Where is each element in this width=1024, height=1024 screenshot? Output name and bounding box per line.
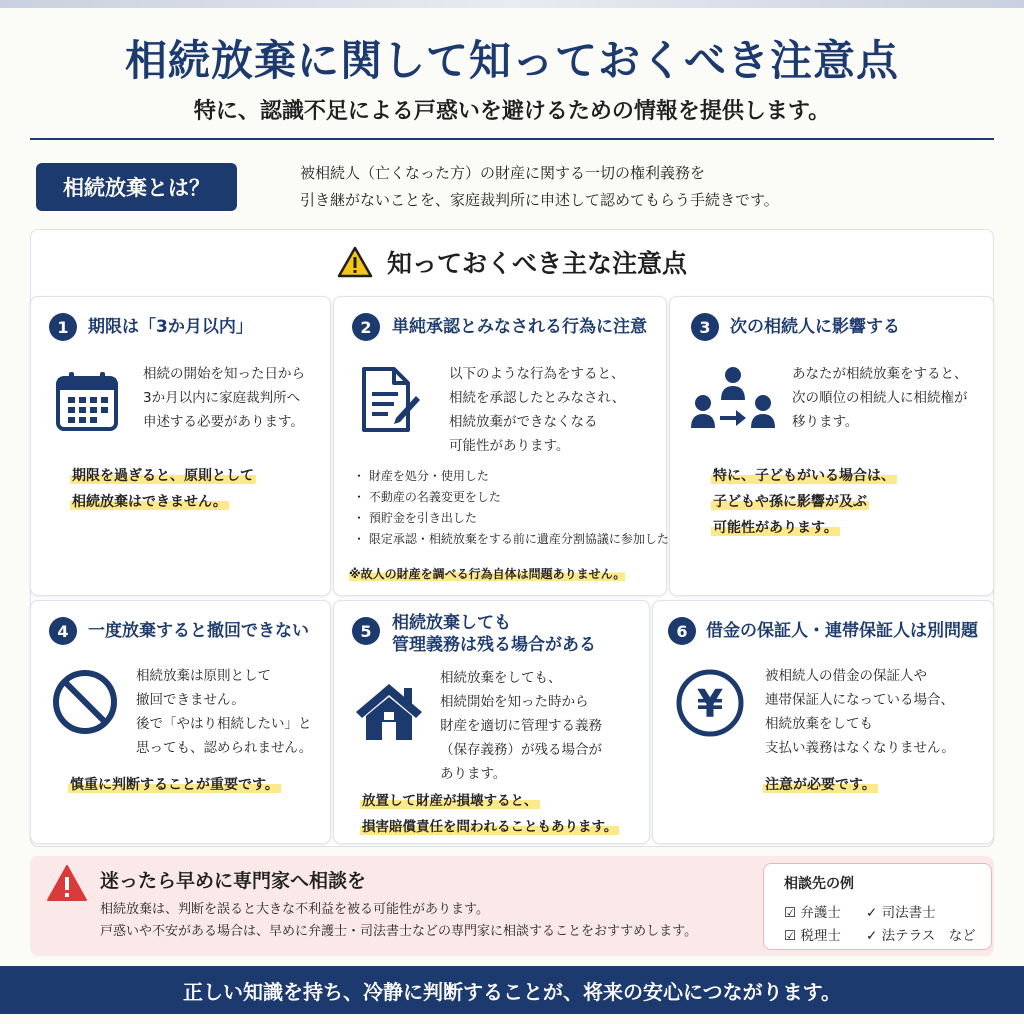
page-title: 相続放棄に関して知っておくべき注意点 [124, 36, 899, 85]
card-highlight [70, 463, 256, 515]
body-line: 被相続人の借金の保証人や [765, 668, 927, 684]
body-line: 相続を承認したとみなされ、 [449, 390, 626, 406]
highlight-line: 特に、子どもがいる場合は、 [713, 468, 895, 484]
card-body [765, 664, 955, 760]
footer-banner: 正しい知識を持ち、冷静に判断することが、将来の安心につながります。 [0, 966, 1024, 1014]
body-line: 財産を適切に管理する義務 [440, 718, 602, 734]
svg-text:¥: ¥ [696, 682, 724, 726]
list-item: ・ 限定承認・相続放棄をする前に遺産分割協議に参加した [353, 532, 669, 546]
body-line: あなたが相続放棄をすると、 [792, 366, 968, 382]
card-title: 期限は「3か月以内」 [88, 317, 253, 337]
people-arrow-icon [690, 366, 776, 432]
card-highlight [68, 772, 281, 798]
consult-examples-title: 相談先の例 [784, 876, 854, 892]
card-title: 一度放棄すると撤回できない [88, 621, 309, 641]
card-number: 6 [668, 617, 696, 645]
definition-line: 引き継がないことを、家庭裁判所に申述して認めてもらう手続きです。 [300, 191, 779, 209]
body-line: 支払い義務はなくなりません。 [765, 740, 955, 756]
page-subtitle: 特に、認識不足による戸惑いを避けるための情報を提供します。 [193, 99, 831, 124]
body-line: 相続放棄をしても [765, 716, 873, 732]
consult-title: 迷ったら早めに専門家へ相談を [100, 870, 367, 892]
list-item: ・ 不動産の名義変更をした [353, 490, 501, 504]
calendar-icon [55, 370, 119, 432]
highlight-line: 子どもや孫に影響が及ぶ [713, 494, 867, 510]
body-line: 思っても、認められません。 [136, 740, 313, 756]
consult-example-item: ✓ 司法書士 [866, 905, 936, 921]
body-line: 申述する必要があります。 [143, 414, 304, 430]
house-icon [354, 682, 424, 742]
consult-line: 戸惑いや不安がある場合は、早めに弁護士・司法書士などの専門家に相談することをおすすめします。 [100, 924, 698, 939]
body-line: 3か月以内に家庭裁判所へ [143, 390, 301, 406]
card-number: 2 [352, 313, 380, 341]
consult-example-item: ☑ 弁護士 [784, 905, 841, 921]
note-text: ※故人の財産を調べる行為自体は問題ありません。 [349, 567, 626, 581]
body-line: 相続の開始を知った日から [143, 366, 305, 382]
highlight-line: 注意が必要です。 [765, 777, 876, 793]
section-header [30, 232, 994, 292]
body-line: 相続放棄をしても、 [440, 670, 562, 686]
title-line: 相続放棄しても [392, 613, 511, 633]
card-number: 1 [49, 313, 77, 341]
card-highlight [763, 772, 878, 798]
body-line: 後で「やはり相続したい」と [136, 716, 312, 732]
body-line: 移ります。 [792, 414, 859, 430]
warning-icon [337, 246, 373, 278]
body-line: 相続開始を知った時から [440, 694, 589, 710]
acts-list [353, 466, 669, 550]
document-pen-icon [360, 366, 422, 434]
consult-line: 相続放棄は、判断を誤ると大きな不利益を被る可能性があります。 [100, 902, 489, 917]
card-highlight [360, 788, 619, 840]
body-line: 相続放棄は原則として [136, 668, 271, 684]
body-line: 可能性があります。 [449, 438, 570, 454]
list-item: ・ 預貯金を引き出した [353, 511, 477, 525]
check-icon: ✓ [866, 928, 878, 944]
consult-body [100, 899, 697, 943]
top-accent-bar [0, 0, 1024, 8]
card-title: 借金の保証人・連帯保証人は別問題 [706, 621, 978, 641]
highlight-line: 相続放棄はできません。 [72, 494, 227, 510]
card-number: 5 [352, 617, 380, 645]
caution-card-next-heir [669, 296, 994, 596]
yen-icon [675, 668, 745, 738]
card-body [449, 362, 625, 458]
body-line: あります。 [440, 766, 507, 782]
card-body [143, 362, 305, 434]
highlight-line: 放置して財産が損壊すると、 [362, 793, 538, 809]
body-line: 相続放棄ができなくなる [449, 414, 598, 430]
checkbox-icon: ☑ [784, 905, 797, 921]
card-title: 次の相続人に影響する [730, 317, 900, 337]
body-line: （保存義務）が残る場合が [440, 742, 602, 758]
card-title: 単純承認とみなされる行為に注意 [392, 317, 647, 337]
card-body [136, 664, 312, 760]
prohibited-icon [51, 668, 119, 736]
definition-text [300, 160, 1000, 214]
card-number: 3 [691, 313, 719, 341]
highlight-line: 期限を過ぎると、原則として [72, 468, 254, 484]
card-body [792, 362, 968, 434]
body-line: 以下のような行為をすると、 [449, 366, 625, 382]
caution-card-deadline [30, 296, 331, 596]
body-line: 撤回できません。 [136, 692, 245, 708]
definition-line: 被相続人（亡くなった方）の財産に関する一切の権利義務を [300, 164, 706, 182]
check-icon: ✓ [866, 905, 878, 921]
title-divider [30, 138, 994, 140]
highlight-line: 損害賠償責任を問われることもあります。 [362, 819, 618, 835]
card-title [392, 612, 596, 656]
section-title: 知っておくべき主な注意点 [386, 249, 687, 278]
list-item: ・ 財産を処分・使用した [353, 469, 489, 483]
body-line: 連帯保証人になっている場合、 [765, 692, 954, 708]
definition-label: 相続放棄とは？ [36, 163, 237, 211]
consult-example-item: ☑ 税理士 [784, 928, 841, 944]
consult-example-item: ✓ 法テラス など [866, 928, 976, 944]
card-number: 4 [49, 617, 77, 645]
card-note [349, 565, 625, 582]
card-body [440, 666, 602, 786]
highlight-line: 可能性があります。 [713, 520, 838, 536]
body-line: 次の順位の相続人に相続権が [792, 390, 968, 406]
alert-icon [46, 864, 88, 902]
card-highlight [711, 463, 897, 541]
title-line: 管理義務は残る場合がある [392, 635, 596, 655]
highlight-line: 慎重に判断することが重要です。 [70, 777, 279, 793]
checkbox-icon: ☑ [784, 928, 797, 944]
